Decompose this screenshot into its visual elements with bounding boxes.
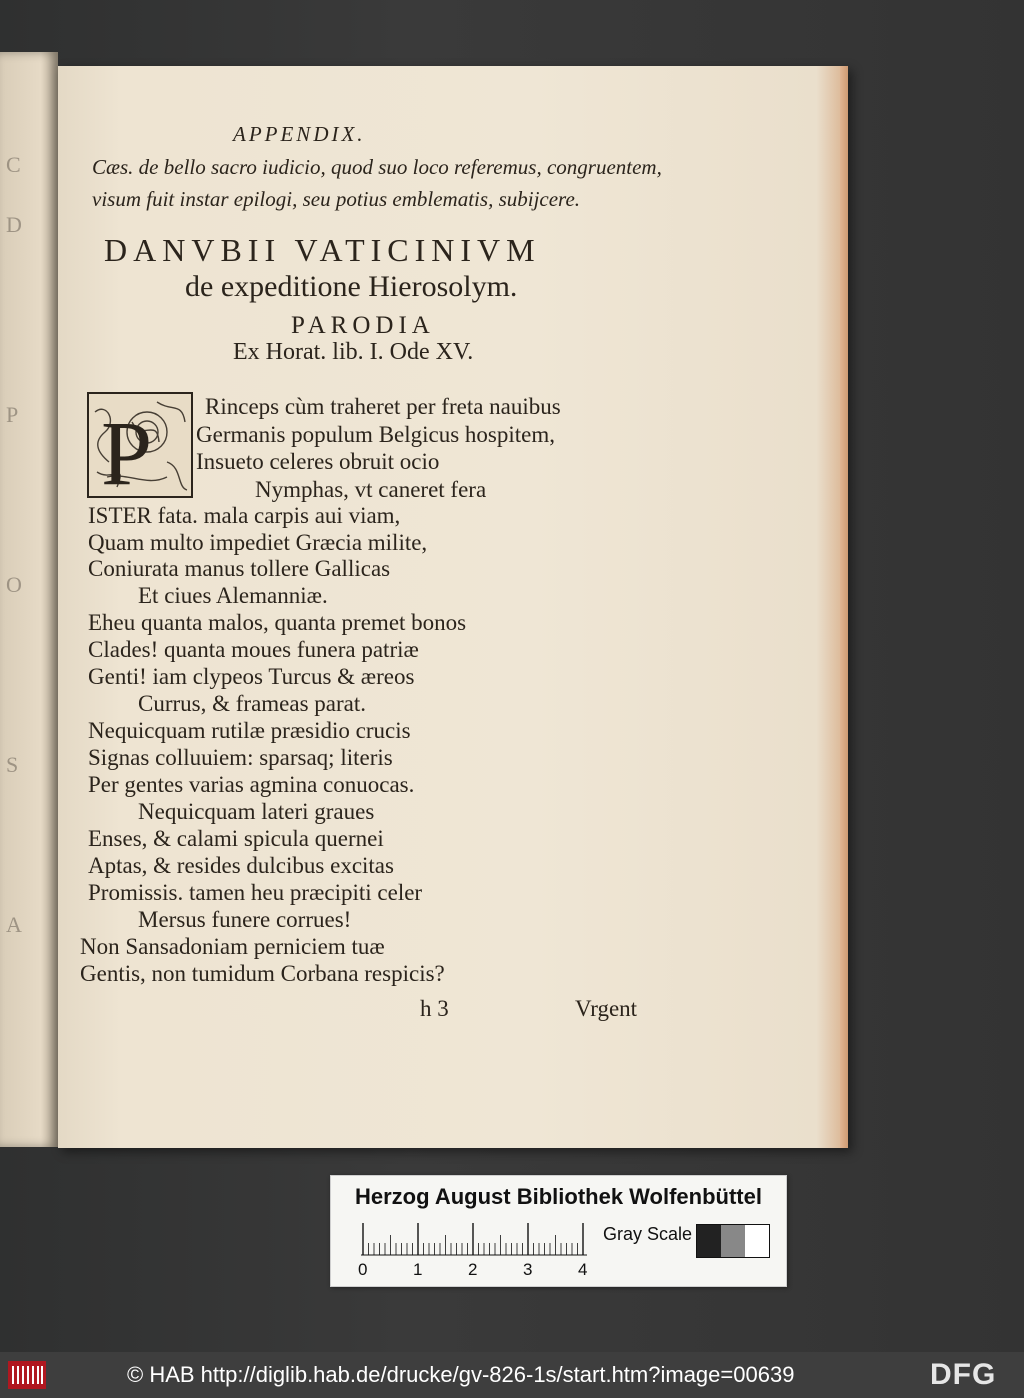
- verse-line: Eheu quanta malos, quanta premet bonos: [88, 610, 467, 635]
- source-reference: Ex Horat. lib. I. Ode XV.: [233, 339, 474, 365]
- copyright-url[interactable]: © HAB http://diglib.hab.de/drucke/gv-826-1s/start.htm?image=00639: [127, 1362, 795, 1387]
- page-subtitle: de expeditione Hierosolym.: [185, 270, 518, 303]
- verse-line: Aptas, & resides dulcibus excitas: [88, 853, 394, 878]
- ruler-number: 0: [358, 1260, 368, 1279]
- verse-line: Coniurata manus tollere Gallicas: [88, 556, 391, 581]
- verse-line: Gentis, non tumidum Corbana respicis?: [80, 961, 445, 986]
- parodia-heading: PARODIA: [291, 312, 435, 339]
- verse-line: Nymphas, vt caneret fera: [255, 477, 487, 502]
- ruler-number: 2: [468, 1260, 478, 1279]
- library-name: Herzog August Bibliothek Wolfenbüttel: [355, 1184, 762, 1209]
- bleed-through-mark: D: [6, 212, 22, 237]
- verse-line: Rinceps cùm traheret per freta nauibus: [205, 394, 561, 419]
- hab-logo-icon: [8, 1361, 46, 1389]
- intro-line: Cæs. de bello sacro iudicio, quod suo loco referemus, congruentem,: [92, 155, 662, 179]
- ruler-number: 1: [413, 1260, 423, 1279]
- verse-line: Currus, & frameas parat.: [138, 691, 367, 716]
- verse-line: Signas colluuiem: sparsaq; literis: [88, 745, 393, 770]
- verse-line: Mersus funere corrues!: [138, 907, 352, 932]
- page-title: DANVBII VATICINIVM: [104, 232, 541, 268]
- verse-line: Germanis populum Belgicus hospitem,: [196, 422, 556, 447]
- bleed-through-mark: A: [6, 912, 22, 937]
- footer-bar: [0, 1352, 1024, 1398]
- ruler-scale: [361, 1221, 587, 1257]
- dfg-logo: DFG: [930, 1358, 997, 1391]
- verse-line: Non Sansadoniam perniciem tuæ: [80, 934, 385, 959]
- verse-line: Clades! quanta moues funera patriæ: [88, 637, 419, 662]
- signature-mark: h 3: [420, 996, 449, 1021]
- initial-letter: P: [101, 402, 153, 498]
- decorated-initial-icon: [87, 392, 193, 498]
- verse-line: Insueto celeres obruit ocio: [196, 449, 440, 474]
- verse-line: Quam multo impediet Græcia milite,: [88, 530, 428, 555]
- bleed-through-mark: C: [6, 152, 21, 177]
- verse-line: Nequicquam rutilæ præsidio crucis: [88, 718, 411, 743]
- verse-line: Promissis. tamen heu præcipiti celer: [88, 880, 423, 905]
- ruler-number: 3: [523, 1260, 533, 1279]
- verse-line: Enses, & calami spicula quernei: [88, 826, 384, 851]
- previous-page-edge: [0, 52, 58, 1147]
- bleed-through-mark: O: [6, 572, 22, 597]
- intro-line: visum fuit instar epilogi, seu potius emblematis, subijcere.: [92, 187, 581, 211]
- gray-scale-swatch: [696, 1224, 770, 1258]
- verse-line: Nequicquam lateri graues: [138, 799, 375, 824]
- running-head: APPENDIX.: [233, 122, 366, 146]
- verse-line: ISTER fata. mala carpis aui viam,: [88, 503, 401, 528]
- ruler-number: 4: [578, 1260, 588, 1279]
- bleed-through-mark: S: [6, 752, 19, 777]
- verse-line: Per gentes varias agmina conuocas.: [88, 772, 415, 797]
- color-target-card: [330, 1175, 787, 1287]
- bleed-through-mark: P: [6, 402, 19, 427]
- gray-scale-label: Gray Scale: [603, 1224, 693, 1244]
- verse-line: Genti! iam clypeos Turcus & æreos: [88, 664, 415, 689]
- catchword: Vrgent: [575, 996, 638, 1021]
- verse-line: Et ciues Alemanniæ.: [138, 583, 328, 608]
